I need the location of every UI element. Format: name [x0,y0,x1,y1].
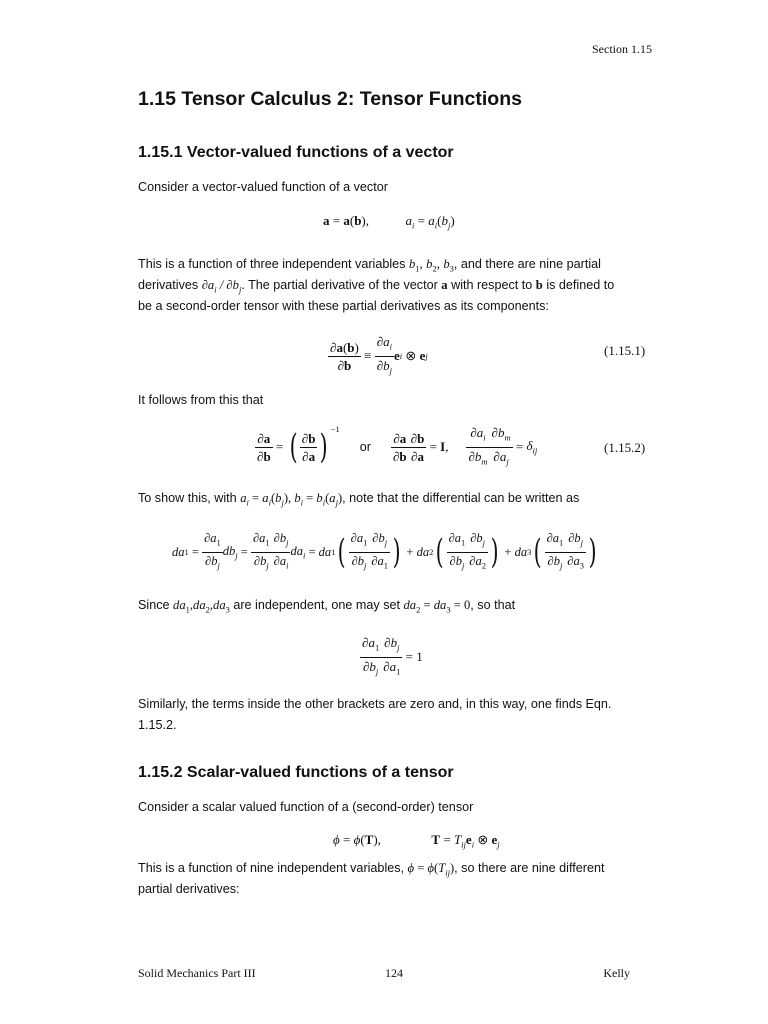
equation-1-15-1: $\frac{\partial a(b)}{\partial b}$ ≡ $\frac{\partial a_i}{\partial b_j}$ e i ⊗ e j [330,334,428,376]
paragraph: Consider a scalar valued function of a (second-order) tensor [138,800,474,814]
page-number: 124 [385,966,403,980]
running-header: Section 1.15 [592,42,652,56]
equation-vector-function: a = a(b), $a_i = a_i(b_j)$ [323,213,455,231]
section-heading-1: 1.15.1 Vector-valued functions of a vector [138,144,454,161]
paragraph: It follows from this that [138,393,264,407]
paragraph: To show this, with $a_i = a_i(b_j)$, $b_i = b_i(a_j)$, note that the differential can be written as [138,491,580,508]
paragraph: This is a function of three independent variables $b_1$, $b_2$, $b_3$, and there are nine partial [138,257,601,274]
equation-differential: da 1 = $\frac{\partial a_1}{\partial b_j}$ $db_j$ = $\frac{\partial a_1}{\partial b_j}$ $\frac{\partial b_j}{\partial a_i}$ $da_i$ = da 1 ( $\frac{\partial a_1}{\partial b_j}$ $\frac{\partial b_j}{\partial a_1}$ ) + da 2 ( $\frac{\partial a_1}{\partial b_j}$ $\frac{\partial b_j}{\partial a_2}$ ) + da 3 ( $\frac{\partial a_1}{\partial b_j}$ $\frac{\partial b_j}{\partial a_3}$ ) [172,531,597,572]
paragraph: 1.15.2. [138,718,177,732]
paragraph: Similarly, the terms inside the other brackets are zero and, in this way, one finds Eqn. [138,697,612,711]
page-title: 1.15 Tensor Calculus 2: Tensor Functions [138,88,522,110]
footer-right: Kelly [603,966,630,980]
section-heading-2: 1.15.2 Scalar-valued functions of a tensor [138,764,454,781]
equation-scalar-function: ϕ = ϕ(T), $T = T_{ij}e_i$ ⊗ $e_j$ [333,832,500,850]
paragraph: Since $da_1,da_2,da_3$ are independent, one may set $da_2 = da_3 = 0$, so that [138,598,516,615]
equation-1-15-2: $\frac{\partial a}{\partial b}$ = ( $\frac{\partial b}{\partial a}$ ) $^{-1}$ or $\frac{\partial a}{\partial b}$ $\frac{\partial b}{\partial a}$ = I , $\frac{\partial a_i}{\partial b_m}$ $\frac{\partial b_m}{\partial a_j}$ = $\delta_{ij}$ [257,424,538,468]
paragraph: be a second-order tensor with these partial derivatives as its components: [138,299,549,313]
equation-number: (1.15.2) [604,440,646,455]
paragraph: Consider a vector-valued function of a vector [138,180,388,194]
equation-number: (1.15.1) [604,343,646,358]
equation-identity: $\frac{\partial a_1}{\partial b_j}$ $\frac{\partial b_j}{\partial a_1}$ = 1 [362,635,423,677]
paragraph: derivatives $\partial a_i / \partial b_j$. The partial derivative of the vector a with respect to b is defined to [138,278,615,295]
paragraph: partial derivatives: [138,882,240,896]
footer-left: Solid Mechanics Part III [138,966,256,980]
paragraph: This is a function of nine independent variables, $\phi = \phi(T_{ij})$, so there are nine different [138,861,605,878]
